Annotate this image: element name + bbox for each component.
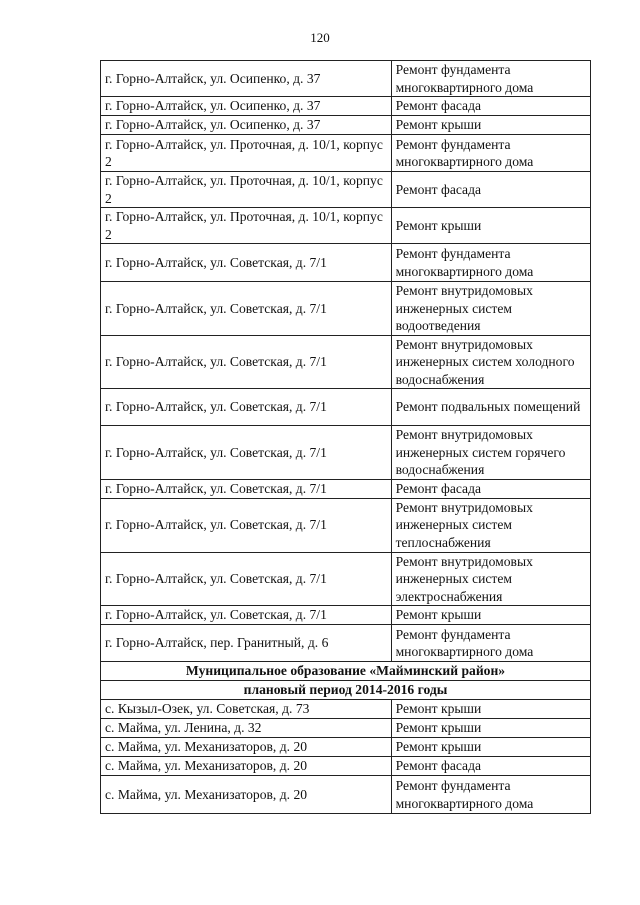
work-type-cell: Ремонт подвальных помещений <box>391 389 590 426</box>
table-row <box>101 335 591 389</box>
work-type-cell: Ремонт крыши <box>391 606 590 625</box>
work-type-cell: Ремонт фундамента многоквартирного дома <box>391 244 590 282</box>
repair-schedule-table <box>100 60 591 814</box>
work-type-cell: Ремонт крыши <box>391 116 590 135</box>
work-type-cell: Ремонт фасада <box>391 97 590 116</box>
table-row <box>101 757 591 776</box>
work-type-cell: Ремонт фасада <box>391 479 590 498</box>
table-row <box>101 498 591 552</box>
address-cell: г. Горно-Алтайск, ул. Советская, д. 7/1 <box>101 282 392 336</box>
work-type-cell: Ремонт внутридомовых инженерных систем водоотведения <box>391 282 590 336</box>
address-cell: г. Горно-Алтайск, ул. Советская, д. 7/1 <box>101 426 392 480</box>
table-row <box>101 719 591 738</box>
work-type-cell: Ремонт фундамента многоквартирного дома <box>391 135 590 172</box>
address-cell: г. Горно-Алтайск, ул. Советская, д. 7/1 <box>101 606 392 625</box>
address-cell: с. Майма, ул. Механизаторов, д. 20 <box>101 776 392 814</box>
table-row <box>101 208 591 244</box>
table-row <box>101 282 591 336</box>
section-header: Муниципальное образование «Майминский район» <box>101 662 591 681</box>
address-cell: г. Горно-Алтайск, ул. Осипенко, д. 37 <box>101 97 392 116</box>
table-row <box>101 244 591 282</box>
work-type-cell: Ремонт внутридомовых инженерных систем электроснабжения <box>391 552 590 606</box>
table-row <box>101 389 591 426</box>
address-cell: г. Горно-Алтайск, ул. Осипенко, д. 37 <box>101 116 392 135</box>
table-row <box>101 135 591 172</box>
address-cell: г. Горно-Алтайск, ул. Советская, д. 7/1 <box>101 389 392 426</box>
work-type-cell: Ремонт внутридомовых инженерных систем холодного водоснабжения <box>391 335 590 389</box>
address-cell: с. Майма, ул. Механизаторов, д. 20 <box>101 757 392 776</box>
work-type-cell: Ремонт крыши <box>391 738 590 757</box>
work-type-cell: Ремонт фасада <box>391 757 590 776</box>
work-type-cell: Ремонт крыши <box>391 700 590 719</box>
work-type-cell: Ремонт фундамента многоквартирного дома <box>391 776 590 814</box>
work-type-cell: Ремонт крыши <box>391 719 590 738</box>
work-type-cell: Ремонт внутридомовых инженерных систем теплоснабжения <box>391 498 590 552</box>
table-row <box>101 700 591 719</box>
address-cell: г. Горно-Алтайск, ул. Советская, д. 7/1 <box>101 498 392 552</box>
table-row <box>101 97 591 116</box>
work-type-cell: Ремонт внутридомовых инженерных систем горячего водоснабжения <box>391 426 590 480</box>
work-type-cell: Ремонт фундамента многоквартирного дома <box>391 625 590 662</box>
table-row <box>101 738 591 757</box>
address-cell: г. Горно-Алтайск, ул. Советская, д. 7/1 <box>101 335 392 389</box>
section-header: плановый период 2014-2016 годы <box>101 681 591 700</box>
section-header-row <box>101 662 591 681</box>
address-cell: с. Майма, ул. Механизаторов, д. 20 <box>101 738 392 757</box>
address-cell: г. Горно-Алтайск, ул. Советская, д. 7/1 <box>101 244 392 282</box>
work-type-cell: Ремонт крыши <box>391 208 590 244</box>
work-type-cell: Ремонт фундамента многоквартирного дома <box>391 61 590 97</box>
table-row <box>101 479 591 498</box>
address-cell: с. Майма, ул. Ленина, д. 32 <box>101 719 392 738</box>
address-cell: г. Горно-Алтайск, ул. Проточная, д. 10/1, корпус 2 <box>101 135 392 172</box>
section-header-row <box>101 681 591 700</box>
address-cell: с. Кызыл-Озек, ул. Советская, д. 73 <box>101 700 392 719</box>
address-cell: г. Горно-Алтайск, ул. Советская, д. 7/1 <box>101 479 392 498</box>
address-cell: г. Горно-Алтайск, ул. Осипенко, д. 37 <box>101 61 392 97</box>
table-body <box>101 61 591 814</box>
address-cell: г. Горно-Алтайск, пер. Гранитный, д. 6 <box>101 625 392 662</box>
address-cell: г. Горно-Алтайск, ул. Проточная, д. 10/1, корпус 2 <box>101 172 392 208</box>
work-type-cell: Ремонт фасада <box>391 172 590 208</box>
table-row <box>101 625 591 662</box>
table-row <box>101 172 591 208</box>
table-row <box>101 426 591 480</box>
address-cell: г. Горно-Алтайск, ул. Проточная, д. 10/1, корпус 2 <box>101 208 392 244</box>
table-row <box>101 61 591 97</box>
table-row <box>101 606 591 625</box>
page-number: 120 <box>310 30 330 45</box>
table-row <box>101 116 591 135</box>
table-row <box>101 552 591 606</box>
table-row <box>101 776 591 814</box>
address-cell: г. Горно-Алтайск, ул. Советская, д. 7/1 <box>101 552 392 606</box>
